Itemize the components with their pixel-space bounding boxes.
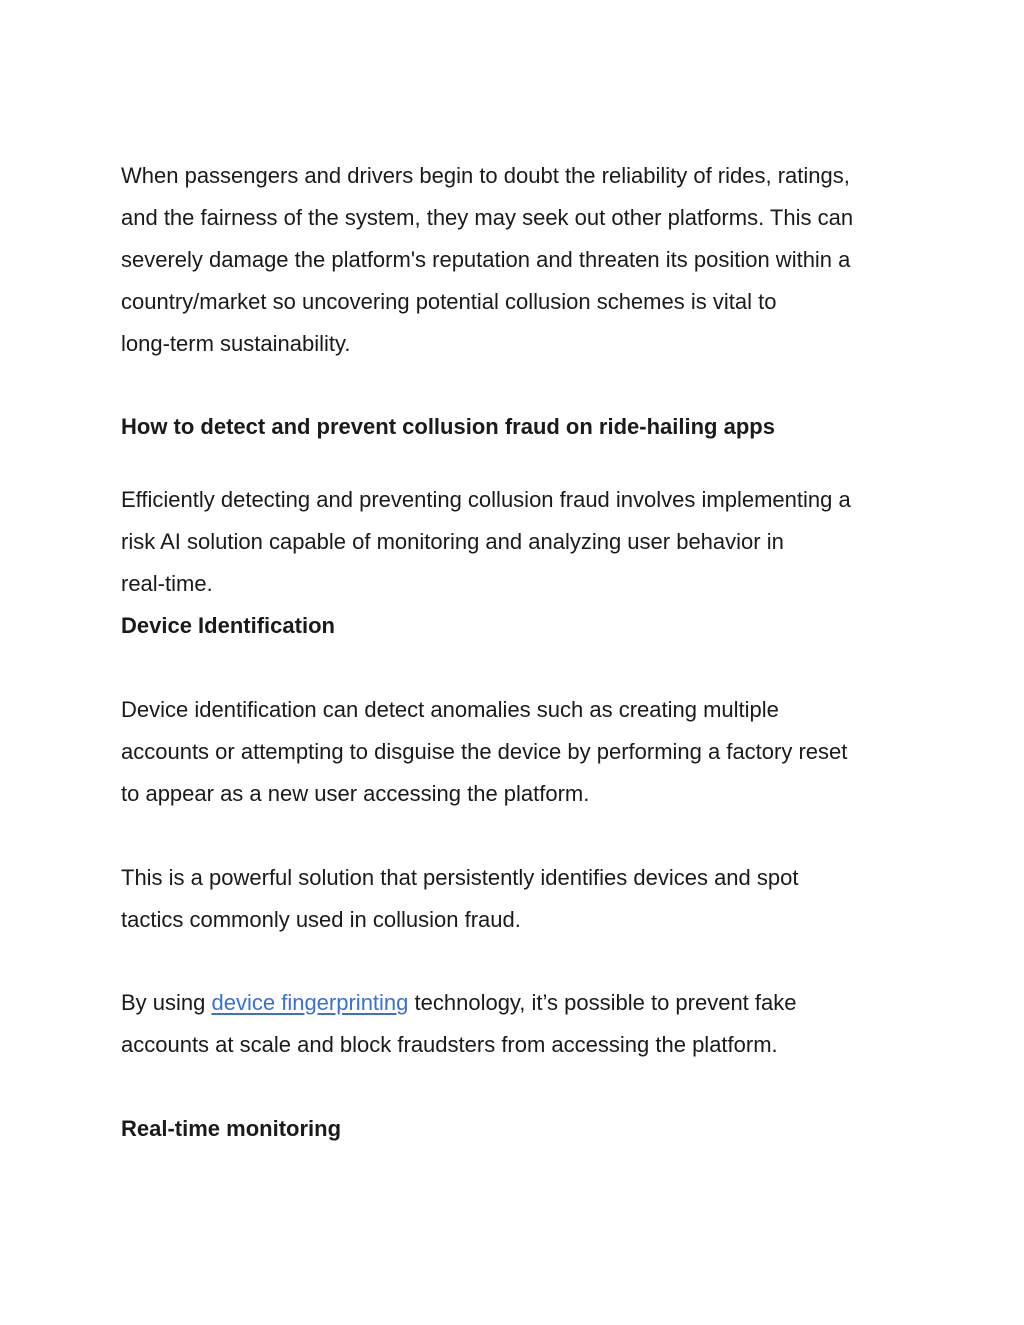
text-fragment: technology, it’s possible to prevent fake [408,990,797,1015]
paragraph-reputation [121,155,911,365]
text-line: tactics commonly used in collusion fraud. [121,907,521,932]
text-line: to appear as a new user accessing the platform. [121,781,590,806]
text-line: and the fairness of the system, they may seek out other platforms. This can [121,205,854,230]
text-line: severely damage the platform's reputation and threaten its position within a [121,247,851,272]
text-fragment: By using [121,990,212,1015]
device-fingerprinting-link[interactable]: device fingerprinting [211,990,409,1015]
text-line: long-term sustainability. [121,331,351,356]
text-line [121,982,911,1024]
heading-real-time-monitoring: Real-time monitoring [121,1116,342,1141]
paragraph-device-identification [121,689,911,815]
text-line: Device identification can detect anomalies such as creating multiple [121,697,779,722]
text-line: Efficiently detecting and preventing collusion fraud involves implementing a [121,487,851,512]
text-line: This is a powerful solution that persistently identifies devices and spot [121,865,799,890]
heading-detect-prevent: How to detect and prevent collusion fraud on ride-hailing apps [121,414,775,439]
text-line: When passengers and drivers begin to doubt the reliability of rides, ratings, [121,163,850,188]
heading-device-identification: Device Identification [121,613,335,638]
paragraph-risk-ai [121,479,911,605]
text-line: accounts at scale and block fraudsters from accessing the platform. [121,1032,778,1057]
text-line: real-time. [121,571,213,596]
text-line: accounts or attempting to disguise the device by performing a factory reset [121,739,848,764]
paragraph-fingerprinting [121,982,911,1066]
text-line: risk AI solution capable of monitoring and analyzing user behavior in [121,529,784,554]
text-line: country/market so uncovering potential collusion schemes is vital to [121,289,777,314]
paragraph-powerful-solution [121,857,911,941]
